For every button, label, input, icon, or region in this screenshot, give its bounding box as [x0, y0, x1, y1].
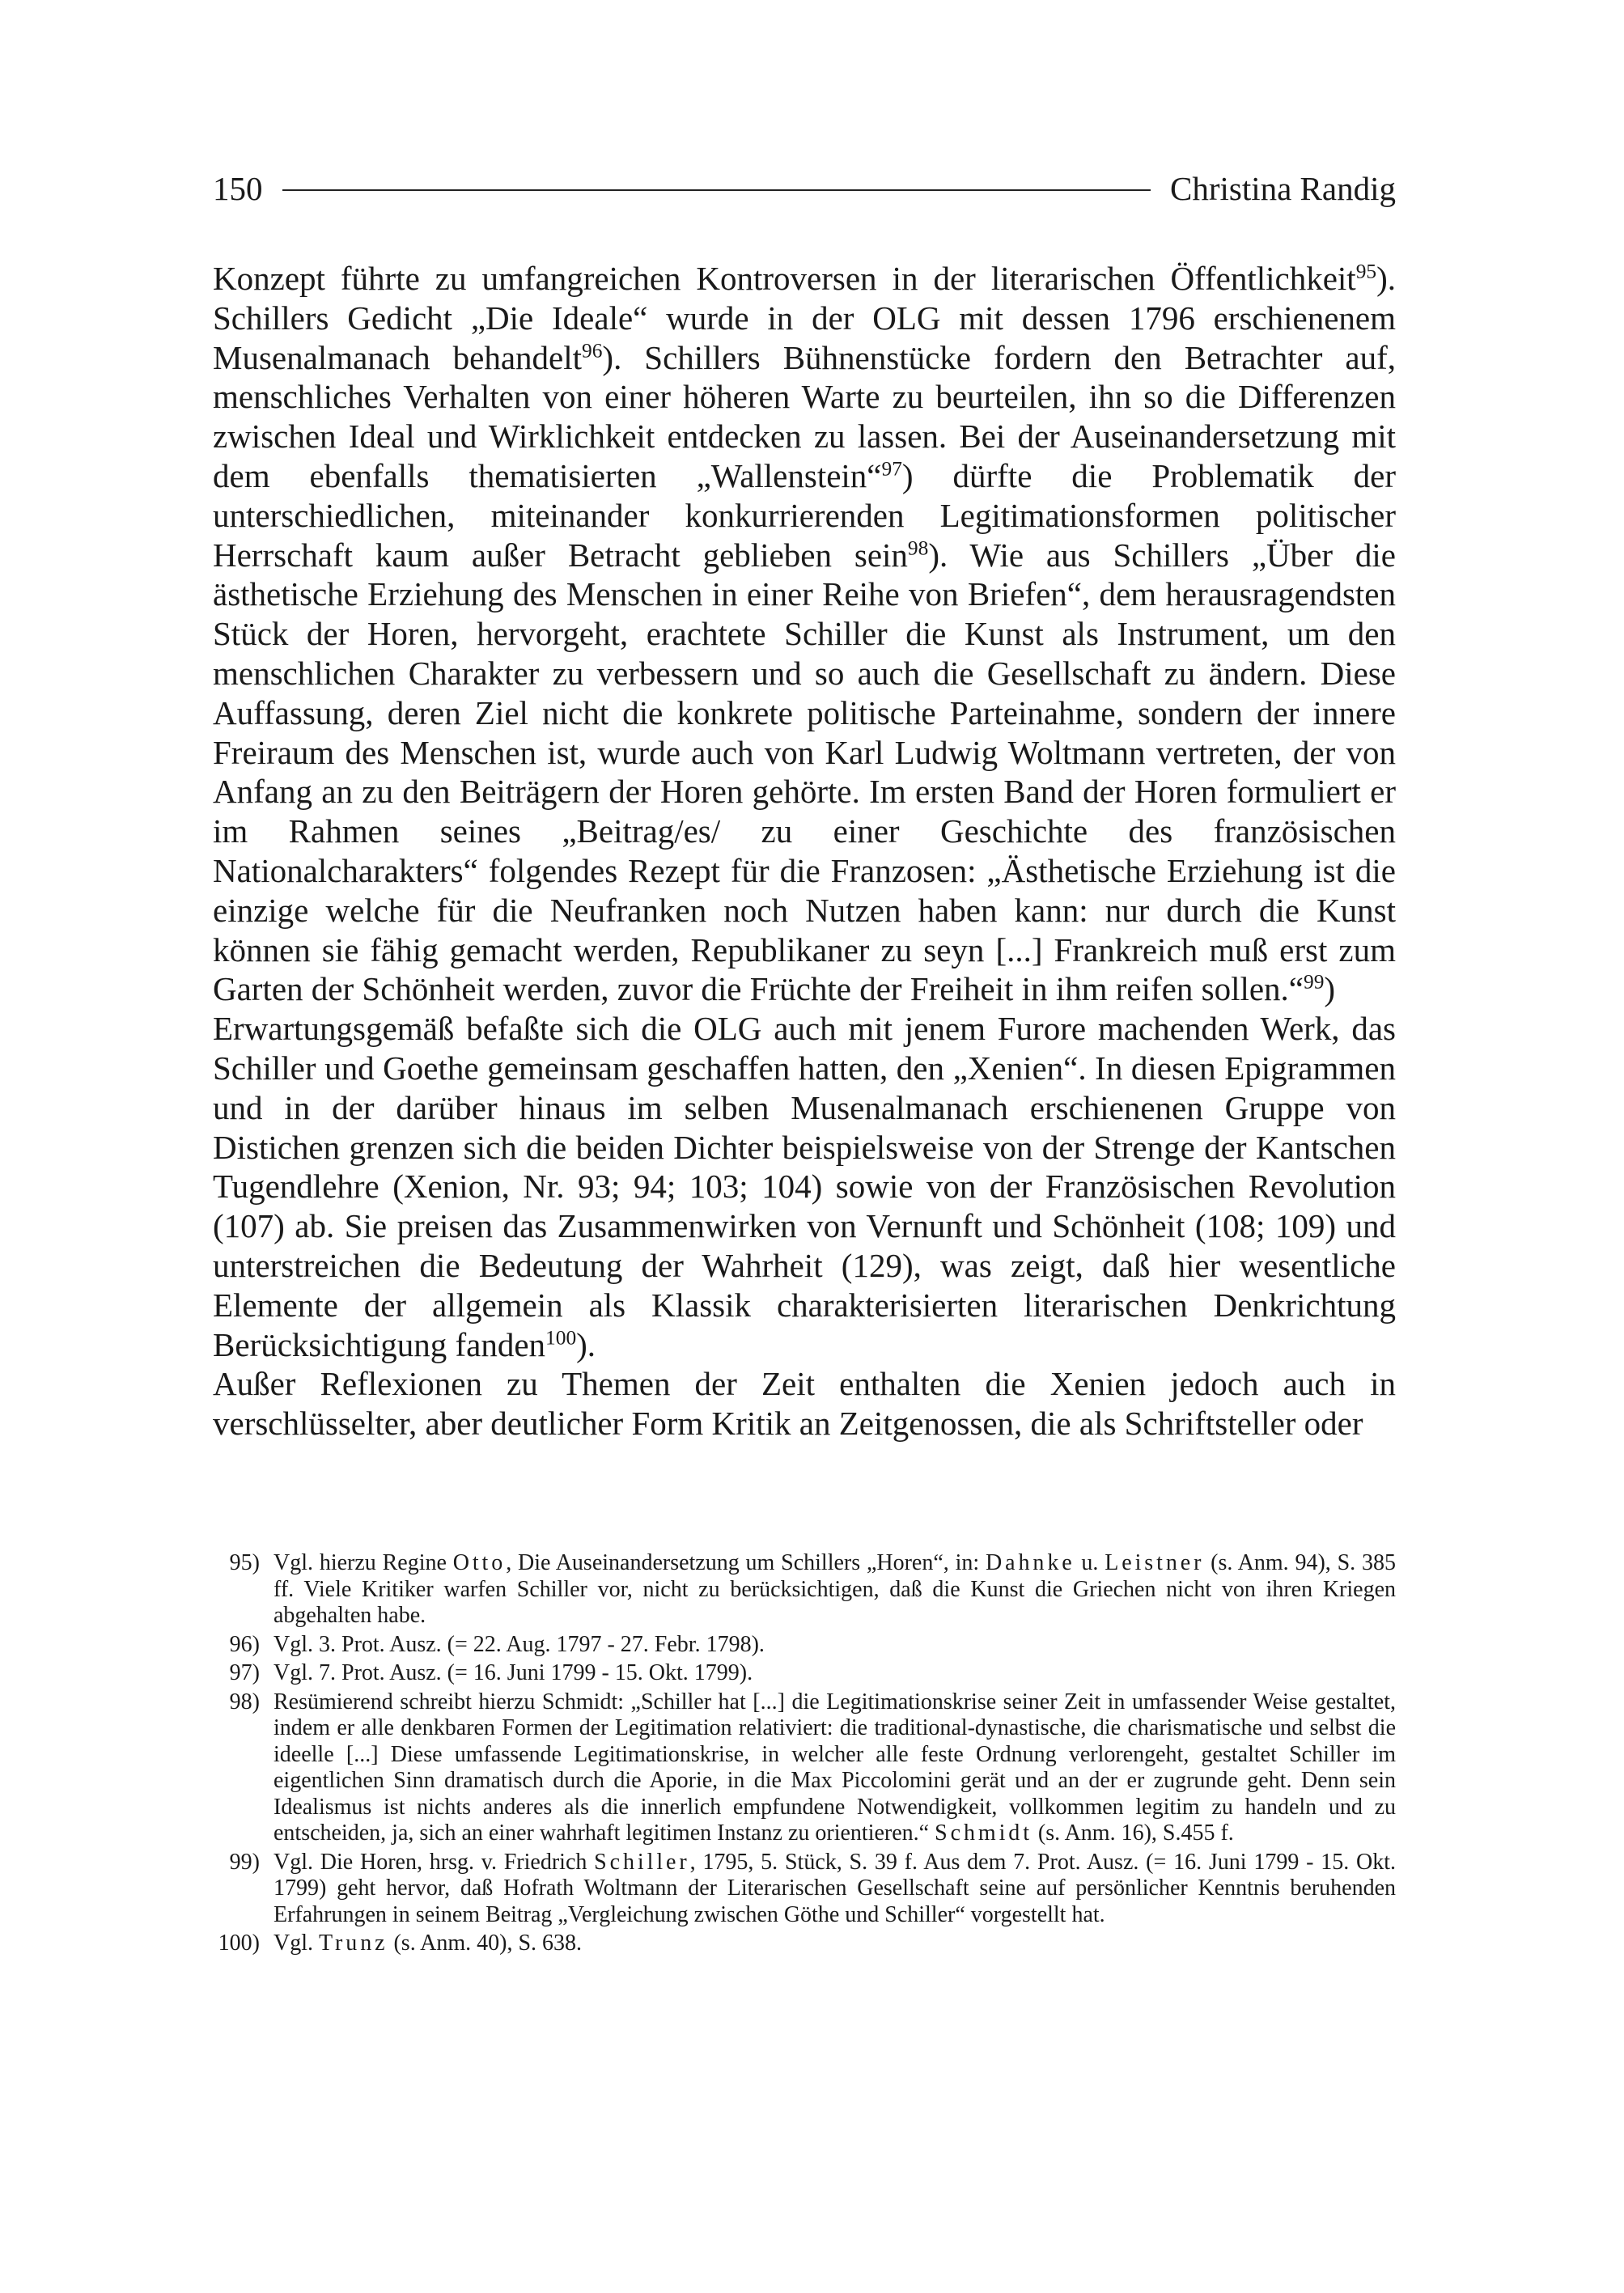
text-run: Vgl. Die Horen, hrsg. v. Friedrich — [273, 1849, 595, 1875]
text-run: Resümierend schreibt hierzu Schmidt: „Schiller hat [...] die Legitimationskrise seiner Zeit in umfassender Weise gestaltet, indem er alle denkbaren Formen der Legitimation relativiert: die traditional-dynastische, die charismatische und selbst die ideelle [...] Diese umfassende Legitimationskrise, in welcher alle feste Ordnung verlorengeht, gestaltet Schiller im eigentlichen Sinn dramatisch durch die Aporie, in die Max Piccolomini gerät und an der er zugrunde geht. Denn sein Idealismus ist nichts anderes als die innerlich empfundene Notwendigkeit, vollkommen legitim zu handeln und zu entscheiden, ja, sich an einer wahrhaft legitimen Instanz zu orientieren.“ — [273, 1689, 1396, 1846]
footnote-ref-98[interactable]: 98 — [907, 536, 929, 559]
footnote-text: Vgl. 3. Prot. Ausz. (= 22. Aug. 1797 - 27. Febr. 1798). — [273, 1631, 765, 1657]
paragraph-3 — [213, 1364, 1396, 1443]
text-run: , Die Auseinandersetzung um Schillers „Horen“, in: — [506, 1550, 986, 1575]
footnote-100 — [213, 1931, 1396, 1957]
footnotes — [213, 1550, 1396, 1960]
footnote-number: 96) — [229, 1631, 260, 1657]
footnote-number: 99) — [229, 1849, 260, 1875]
footnote-99 — [213, 1850, 1396, 1929]
footnote-ref-95[interactable]: 95 — [1355, 260, 1377, 283]
footnote-number: 98) — [229, 1689, 260, 1714]
author-name: Schmidt — [935, 1820, 1032, 1846]
text-run: Außer Reflexionen zu Themen der Zeit enthalten die Xenien jedoch auch in verschlüsselter, aber deutlicher Form Kritik an Zeitgenossen, die als Schriftsteller oder — [213, 1365, 1396, 1443]
author-name: Otto — [452, 1550, 507, 1575]
footnote-96 — [213, 1632, 1396, 1659]
footnote-ref-100[interactable]: 100 — [545, 1325, 577, 1349]
text-run: Vgl. hierzu Regine — [273, 1550, 453, 1575]
footnote-text: Vgl. 7. Prot. Ausz. (= 16. Juni 1799 - 15. Okt. 1799). — [273, 1660, 753, 1685]
text-run: u. — [1075, 1550, 1105, 1575]
footnote-number: 97) — [229, 1660, 260, 1685]
author-name: Leistner — [1105, 1550, 1205, 1575]
footnote-number: 95) — [229, 1550, 260, 1575]
header-rule — [282, 189, 1151, 191]
main-text — [213, 259, 1396, 1443]
footnote-98 — [213, 1689, 1396, 1847]
text-run: ). Wie aus Schillers „Über die ästhetische Erziehung des Menschen in einer Reihe von Briefen“, dem herausragendsten Stück der Horen, hervorgeht, erachtete Schiller die Kunst als Instrument, um den menschlichen Charakter zu verbessern und so auch die Gesellschaft zu ändern. Diese Auffassung, deren Ziel nicht die konkrete politische Parteinahme, sondern der innere Freiraum des Menschen ist, wurde auch von Karl Ludwig Woltmann vertreten, der von Anfang an zu den Beiträgern der Horen gehörte. Im ersten Band der Horen formuliert er im Rahmen seines „Beitrag/es/ zu einer Geschichte des französischen Nationalcharakters“ folgendes Rezept für die Franzosen: „Ästhetische Erziehung ist die einzige welche für die Neufranken noch Nutzen haben kann: nur durch die Kunst können sie fähig gemacht werden, Republikaner zu seyn [...] Frankreich muß erst zum Garten der Schönheit werden, zuvor die Früchte der Freiheit in ihm reifen sollen.“ — [213, 536, 1396, 1008]
footnote-text — [273, 1850, 1396, 1929]
footnote-number: 100) — [218, 1931, 260, 1956]
text-run: , 1795, 5. Stück, S. 39 f. Aus dem 7. Prot. Ausz. (= 16. Juni 1799 - 15. Okt. 1799) geht hervor, daß Hofrath Woltmann der Literarischen Gesellschaft seine auf persönlicher Kenntnis beruhenden Erfahrungen in seinem Beitrag „Vergleichung zwischen Göthe und Schiller“ vorgestellt hat. — [273, 1849, 1397, 1927]
text-run: Erwartungsgemäß befaßte sich die OLG auch mit jenem Furore machenden Werk, das Schiller und Goethe gemeinsam geschaffen hatten, den „Xenien“. In diesen Epigrammen und in der darüber hinaus im selben Musenalmanach erschienenen Gruppe von Distichen grenzen sich die beiden Dichter beispielsweise von der Strenge der Kantschen Tugendlehre (Xenion, Nr. 93; 94; 103; 104) sowie von der Französischen Revolution (107) ab. Sie preisen das Zusammenwirken von Vernunft und Schönheit (108; 109) und unterstreichen die Bedeutung der Wahrheit (129), was zeigt, daß hier wesentliche Elemente der allgemein als Klassik charakterisierten literarischen Denkrichtung Berücksichtigung fanden — [213, 1010, 1396, 1363]
text-run: (s. Anm. 16), S.455 f. — [1032, 1820, 1234, 1846]
author-name: Schiller — [594, 1849, 690, 1875]
text-run: ). — [576, 1325, 596, 1363]
paragraph-2 — [213, 1009, 1396, 1364]
paragraph-1 — [213, 259, 1396, 1009]
running-head-author: Christina Randig — [1169, 170, 1396, 207]
text-run: Konzept führte zu umfangreichen Kontroversen in der literarischen Öffentlichkeit — [213, 260, 1356, 297]
text-run: ). Schillers Gedicht „Die Ideale“ wurde in der OLG mit dessen 1796 erschienenem Musenalmanach behandelt — [213, 260, 1396, 376]
footnote-text — [273, 1689, 1396, 1847]
text-run: (s. Anm. 40), S. 638. — [388, 1931, 583, 1956]
text-run: (s. Anm. 94), S. 385 ff. Viele Kritiker warfen Schiller vor, nicht zu berücksichtigen, daß die Kunst die Griechen nicht von ihren Kriegen abgehalten habe. — [273, 1550, 1396, 1628]
text-run: ) dürfte die Problematik der unterschiedlichen, miteinander konkurrierenden Legitimationsformen politischer Herrschaft kaum außer Betracht geblieben sein — [213, 456, 1397, 574]
text-run: ). Schillers Bühnenstücke fordern den Betrachter auf, menschliches Verhalten von einer höheren Warte zu beurteilen, ihn so die Differenzen zwischen Ideal und Wirklichkeit entdecken zu lassen. Bei der Auseinandersetzung mit dem ebenfalls thematisierten „Wallenstein“ — [213, 338, 1396, 494]
running-header — [213, 160, 1396, 217]
author-name: Trunz — [319, 1931, 388, 1956]
footnote-ref-97[interactable]: 97 — [881, 457, 902, 481]
page-number: 150 — [213, 170, 263, 207]
footnote-ref-96[interactable]: 96 — [582, 338, 603, 362]
footnote-97 — [213, 1660, 1396, 1687]
text-run: ) — [1324, 970, 1336, 1008]
text-run: Vgl. — [273, 1931, 319, 1956]
footnote-text — [273, 1931, 1396, 1957]
author-name: Dahnke — [985, 1550, 1075, 1575]
footnote-ref-99[interactable]: 99 — [1304, 970, 1325, 994]
footnote-text — [273, 1550, 1396, 1630]
footnote-95 — [213, 1550, 1396, 1630]
